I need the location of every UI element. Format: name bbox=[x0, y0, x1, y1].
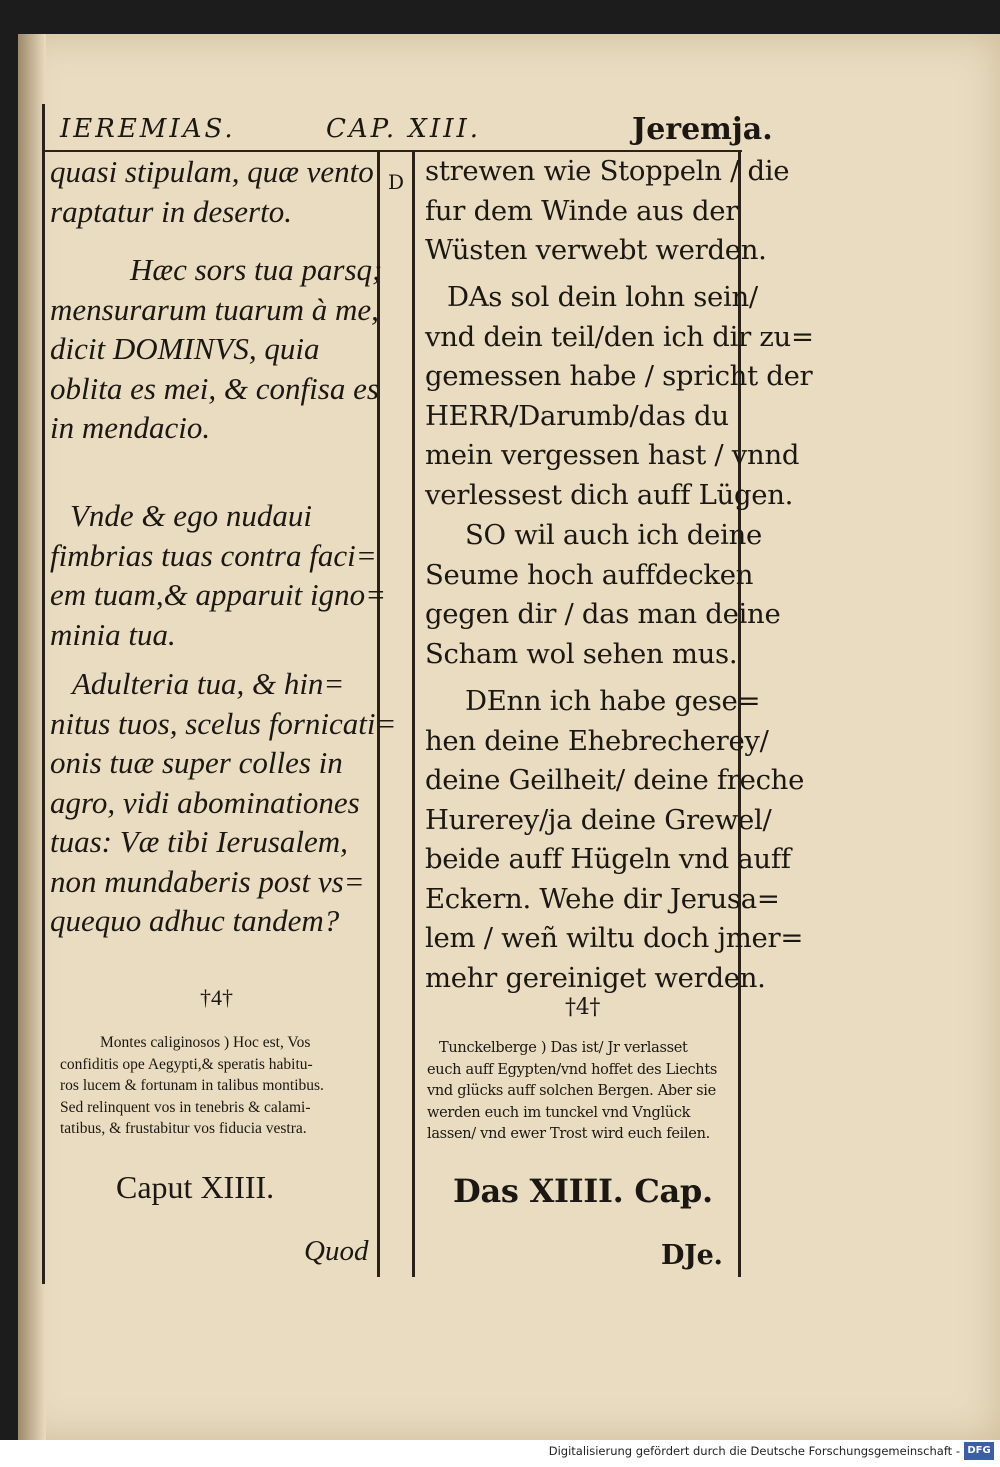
digitization-credit: Digitalisierung gefördert durch die Deutsche Forschungsgemeinschaft - bbox=[548, 1444, 960, 1458]
latin-note-line: Sed relinquent vos in tenebris & calami- bbox=[60, 1098, 311, 1116]
german-column bbox=[425, 152, 814, 1271]
german-note-line: werden euch im tunckel vnd Vnglück bbox=[427, 1104, 691, 1121]
latin-paragraph-1 bbox=[50, 152, 374, 231]
running-head-right: Jeremja. bbox=[632, 112, 773, 147]
german-signature-mark: †4† bbox=[565, 995, 601, 1020]
german-line: Scham wol sehen mus. bbox=[425, 637, 738, 670]
latin-paragraph-2 bbox=[50, 250, 382, 448]
latin-line: dicit DOMINVS, quia bbox=[50, 331, 320, 366]
latin-line: minia tua. bbox=[50, 616, 176, 652]
german-marginal-note bbox=[427, 1038, 717, 1146]
latin-line: non mundaberis post vs= bbox=[50, 863, 365, 899]
german-line: SO wil auch ich deine bbox=[465, 519, 762, 551]
german-line: Hurerey/ja deine Grewel/ bbox=[425, 803, 772, 836]
german-paragraph-3 bbox=[425, 516, 780, 674]
latin-line: Hæc sors tua parsq; bbox=[130, 252, 383, 287]
latin-line: fimbrias tuas contra faci= bbox=[50, 537, 377, 573]
latin-line: quasi stipulam, quæ vento bbox=[50, 154, 374, 189]
german-catchword: DJe. bbox=[661, 1240, 723, 1271]
margin-letter: D bbox=[388, 170, 405, 194]
latin-note-line: ros lucem & fortunam in talibus montibus. bbox=[60, 1077, 324, 1094]
german-line: gemessen habe / spricht der bbox=[425, 360, 813, 392]
german-line: strewen wie Stoppeln / die bbox=[425, 155, 790, 187]
german-note-line: Tunckelberge ) Das ist/ Jr verlasset bbox=[439, 1040, 688, 1056]
german-line: Seume hoch auffdecken bbox=[425, 558, 754, 591]
german-paragraph-1 bbox=[425, 152, 789, 271]
german-line: lem / weñ wiltu doch jmer= bbox=[425, 922, 804, 954]
latin-line: raptatur in deserto. bbox=[50, 193, 292, 229]
latin-line: Vnde & ego nudaui bbox=[70, 498, 312, 533]
german-line: DEnn ich habe gese= bbox=[465, 685, 761, 717]
latin-line: onis tuæ super colles in bbox=[50, 745, 343, 780]
latin-paragraph-3 bbox=[50, 496, 386, 654]
latin-paragraph-4 bbox=[50, 664, 396, 941]
rule-mid-right bbox=[412, 152, 415, 1277]
latin-line: Adulteria tua, & hin= bbox=[72, 666, 345, 701]
german-line: HERR/Darumb/das du bbox=[425, 399, 729, 432]
german-line: deine Geilheit/ deine freche bbox=[425, 764, 805, 796]
latin-marginal-note bbox=[60, 1032, 324, 1140]
german-line: Eckern. Wehe dir Jerusa= bbox=[425, 882, 780, 915]
latin-column bbox=[50, 152, 397, 1267]
german-line: Wüsten verwebt werden. bbox=[425, 234, 767, 266]
german-note-line: lassen/ vnd ewer Trost wird euch feilen. bbox=[427, 1126, 710, 1142]
rule-left-outer bbox=[42, 104, 45, 1284]
german-line: vnd dein teil/den ich dir zu= bbox=[425, 320, 814, 353]
german-line: mein vergessen hast / vnnd bbox=[425, 439, 800, 471]
book-page bbox=[18, 34, 1000, 1440]
latin-line: quequo adhuc tandem? bbox=[50, 903, 340, 938]
latin-note-line: confiditis ope Aegypti,& speratis habitu- bbox=[60, 1055, 313, 1073]
german-note-line: euch auff Egypten/vnd hoffet des Liechts bbox=[427, 1061, 718, 1078]
running-head-center: CAP. XIII. bbox=[326, 114, 482, 144]
german-line: mehr gereiniget werden. bbox=[425, 961, 766, 994]
latin-line: oblita es mei, & confisa es bbox=[50, 370, 379, 406]
german-line: beide auff Hügeln vnd auff bbox=[425, 843, 791, 875]
german-line: gegen dir / das man deine bbox=[425, 598, 781, 630]
latin-line: agro, vidi abominationes bbox=[50, 784, 360, 820]
german-note-line: vnd glücks auff solchen Bergen. Aber sie bbox=[427, 1083, 716, 1099]
german-line: fur dem Winde aus der bbox=[425, 194, 739, 227]
german-paragraph-4 bbox=[425, 682, 804, 998]
german-chapter-heading: Das XIIII. Cap. bbox=[453, 1172, 713, 1210]
german-line: DAs sol dein lohn sein/ bbox=[447, 281, 758, 313]
latin-line: tuas: Væ tibi Ierusalem, bbox=[50, 824, 348, 859]
latin-note-line: Montes caliginosos ) Hoc est, Vos bbox=[100, 1034, 311, 1051]
latin-catchword: Quod bbox=[304, 1235, 369, 1267]
latin-signature-mark: †4† bbox=[200, 985, 233, 1010]
german-paragraph-2 bbox=[425, 278, 814, 515]
dfg-logo-icon: DFG bbox=[964, 1442, 994, 1460]
latin-line: em tuam,& apparuit igno= bbox=[50, 577, 387, 612]
latin-line: in mendacio. bbox=[50, 410, 211, 445]
latin-line: nitus tuos, scelus fornicati= bbox=[50, 705, 397, 741]
running-head-left: IEREMIAS. bbox=[60, 114, 236, 144]
latin-line: mensurarum tuarum à me, bbox=[50, 291, 379, 327]
german-line: verlessest dich auff Lügen. bbox=[425, 478, 794, 511]
german-line: hen deine Ehebrecherey/ bbox=[425, 724, 769, 757]
latin-note-line: tatibus, & frustabitur vos fiducia vestra. bbox=[60, 1120, 307, 1137]
latin-chapter-heading: Caput XIIII. bbox=[116, 1169, 275, 1205]
